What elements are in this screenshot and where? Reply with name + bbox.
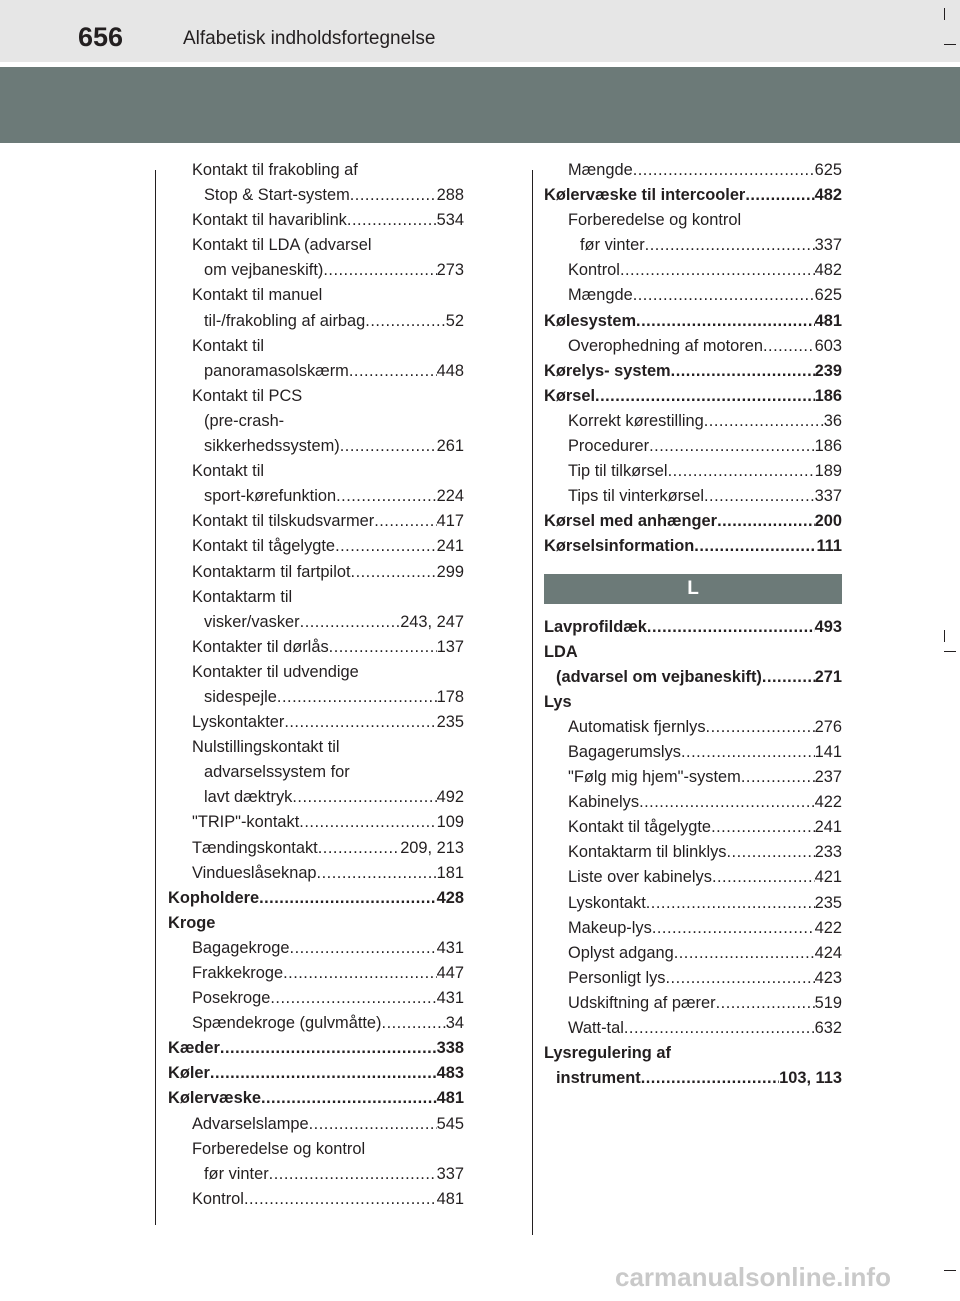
dot-leader [269, 1162, 437, 1187]
index-entry-text: Posekroge [192, 989, 271, 1008]
index-entry [168, 685, 464, 710]
index-entry-text: "TRIP"-kontakt [192, 813, 300, 832]
dot-leader [365, 309, 446, 334]
dot-leader [244, 1187, 437, 1212]
index-entry [544, 484, 842, 509]
index-entry [544, 840, 842, 865]
index-entry-page: 422 [814, 918, 842, 937]
index-entry-text: Kontakt til tilskudsvarmer [192, 512, 375, 531]
index-entry [168, 233, 464, 258]
index-entry-text: Lysregulering af [544, 1044, 671, 1063]
index-entry-text: Kontakt til [192, 336, 264, 355]
index-entry [168, 785, 464, 810]
dot-leader [727, 840, 815, 865]
dot-leader [284, 710, 436, 735]
index-entry-text: Kølervæske [168, 1089, 261, 1108]
index-entry-text: lavt dæktryk [204, 788, 293, 807]
dot-leader [674, 941, 815, 966]
dot-leader [336, 484, 437, 509]
index-entry-text: Nulstillingskontakt til [192, 738, 340, 757]
dot-leader [335, 534, 437, 559]
index-entry-page: 481 [436, 1189, 464, 1208]
index-entry [168, 861, 464, 886]
index-entry-page: 288 [436, 186, 464, 205]
index-entry-text: Automatisk fjernlys [568, 717, 706, 736]
dot-leader [633, 158, 815, 183]
index-entry-text: Lyskontakter [192, 713, 285, 732]
dot-leader [649, 434, 815, 459]
index-entry [168, 936, 464, 961]
dot-leader [210, 1061, 437, 1086]
index-entry [168, 610, 464, 635]
dot-leader [347, 208, 437, 233]
index-entry [168, 258, 464, 283]
index-entry-text: Kæder [168, 1039, 220, 1058]
index-entry-text: advarselssystem for [204, 763, 350, 782]
index-entry-page: 482 [814, 186, 842, 205]
crop-mark [944, 8, 945, 20]
dot-leader [671, 359, 815, 384]
index-entry-text: Kontaktarm til [192, 587, 293, 606]
index-entry [168, 283, 464, 308]
dot-leader [641, 1066, 779, 1091]
index-entry [168, 810, 464, 835]
index-entry-page: 337 [814, 487, 842, 506]
index-entry-page: 625 [814, 161, 842, 179]
index-entry [168, 735, 464, 760]
index-entry-text: (advarsel om vejbaneskift) [556, 667, 762, 686]
index-entry-text: (pre-crash- [204, 411, 285, 430]
index-entry-text: Udskiftning af pærer [568, 993, 716, 1012]
dot-leader [283, 961, 437, 986]
dot-leader [350, 183, 437, 208]
index-entry-page: 239 [814, 361, 842, 380]
index-entry [168, 1061, 464, 1086]
dot-leader [374, 509, 436, 534]
index-entry [168, 710, 464, 735]
index-entry-text: Kontrol [192, 1189, 244, 1208]
index-entry-text: Oplyst adgang [568, 943, 674, 962]
dot-leader [318, 836, 400, 861]
index-entry [544, 690, 842, 715]
index-entry [168, 359, 464, 384]
index-entry-page: 431 [436, 989, 464, 1008]
index-entry-page: 276 [814, 717, 842, 736]
index-entry [544, 966, 842, 991]
index-entry [544, 183, 842, 208]
index-entry-text: Overophedning af motoren [568, 336, 763, 355]
index-entry [168, 961, 464, 986]
index-entry [544, 891, 842, 916]
dot-leader [694, 534, 816, 559]
index-entry [168, 534, 464, 559]
index-entry [544, 334, 842, 359]
index-entry-page: 109 [436, 813, 464, 832]
index-entry-text: sport-kørefunktion [204, 487, 337, 506]
index-entry-page: 271 [814, 667, 842, 686]
index-entry [168, 836, 464, 861]
index-entry-page: 337 [814, 236, 842, 255]
index-entry-page: 243, 247 [400, 612, 464, 631]
dot-leader [717, 509, 815, 534]
index-entry [168, 760, 464, 785]
index-entry [544, 740, 842, 765]
index-entry-page: 233 [814, 843, 842, 862]
dot-leader [762, 665, 815, 690]
index-entry [544, 790, 842, 815]
index-entry-page: 241 [436, 537, 464, 556]
dot-leader [300, 610, 401, 635]
index-entry-text: Kontakt til PCS [192, 386, 303, 405]
index-entry [168, 585, 464, 610]
index-entry-text: Kontakter til udvendige [192, 662, 359, 681]
dot-leader [220, 1036, 437, 1061]
index-entry [168, 1162, 464, 1187]
index-entry-text: Makeup-lys [568, 918, 652, 937]
index-entry-page: 534 [436, 211, 464, 230]
index-entry-page: 261 [436, 437, 464, 456]
index-entry-page: 493 [814, 617, 842, 636]
dot-leader [620, 258, 815, 283]
index-entry [168, 334, 464, 359]
index-entry-page: 603 [814, 336, 842, 355]
index-entry-text: Mængde [568, 286, 633, 305]
index-entry-page: 235 [814, 893, 842, 912]
index-entry-page: 428 [436, 888, 464, 907]
dot-leader [711, 815, 815, 840]
index-entry-page: 337 [436, 1164, 464, 1183]
index-entry-page: 483 [436, 1064, 464, 1083]
index-entry-page: 447 [436, 964, 464, 982]
index-entry-page: 273 [436, 261, 464, 280]
index-entry [544, 916, 842, 941]
index-entry [544, 384, 842, 409]
index-entry [544, 1066, 842, 1091]
dot-leader [290, 936, 437, 961]
index-entry [544, 208, 842, 233]
dot-leader [323, 258, 436, 283]
index-entry-text: til-/frakobling af airbag [204, 311, 366, 330]
dot-leader [652, 916, 815, 941]
dot-leader [665, 966, 814, 991]
dot-leader [633, 283, 815, 308]
index-entry-page: 36 [823, 411, 842, 430]
index-entry-page: 241 [814, 818, 842, 837]
index-entry-text: Spændekroge (gulvmåtte) [192, 1014, 382, 1033]
dot-leader [712, 865, 815, 890]
index-entry-page: 178 [436, 687, 464, 706]
index-entry-text: Mængde [568, 161, 633, 179]
dot-leader [624, 1016, 815, 1041]
dot-leader [668, 459, 815, 484]
index-entry [168, 635, 464, 660]
index-entry-page: 519 [814, 993, 842, 1012]
index-entry [544, 991, 842, 1016]
index-entry-text: sikkerhedssystem) [204, 437, 340, 456]
index-entry [168, 459, 464, 484]
index-entry-page: 186 [814, 437, 842, 456]
index-entry [168, 309, 464, 334]
index-entry [544, 1041, 842, 1066]
index-right-column [544, 158, 842, 1091]
index-entry-text: Kørselsinformation [544, 537, 695, 556]
index-entry [168, 1036, 464, 1061]
index-entry [168, 1112, 464, 1137]
index-entry-text: før vinter [204, 1164, 269, 1183]
index-entry [168, 1011, 464, 1036]
index-left-column [168, 158, 464, 1212]
dot-leader [639, 790, 815, 815]
dot-leader [261, 1086, 437, 1111]
index-entry-text: LDA [544, 642, 578, 661]
index-entry-page: 481 [814, 311, 842, 330]
dot-leader [716, 991, 815, 1016]
dot-leader [704, 484, 815, 509]
index-entry-text: Kontakt til frakobling af [192, 161, 358, 179]
dot-leader [270, 986, 436, 1011]
index-entry [544, 258, 842, 283]
index-entry-page: 431 [436, 938, 464, 957]
crop-mark [944, 1270, 956, 1271]
index-entry-text: Kølervæske til intercooler [544, 186, 746, 205]
dot-leader [349, 359, 437, 384]
index-entry-page: 421 [814, 868, 842, 887]
dot-leader [706, 715, 815, 740]
dot-leader [681, 740, 815, 765]
index-entry-page: 299 [436, 562, 464, 581]
index-entry-page: 181 [436, 863, 464, 882]
index-entry-text: Kontakt til LDA (advarsel [192, 236, 372, 255]
dot-leader [382, 1011, 446, 1036]
index-entry [544, 158, 842, 183]
index-entry-text: Tip til tilkørsel [568, 462, 668, 481]
section-letter-l: L [544, 574, 842, 604]
index-entry-text: Kontakt til tågelygte [192, 537, 336, 556]
crop-mark [944, 651, 956, 652]
index-entry-text: Tips til vinterkørsel [568, 487, 704, 506]
index-entry-text: Kølesystem [544, 311, 637, 330]
index-entry-page: 34 [445, 1014, 464, 1033]
index-entry-text: "Følg mig hjem"-system [568, 768, 741, 787]
index-entry-page: 423 [814, 968, 842, 987]
index-entry-page: 224 [436, 487, 464, 506]
index-entry-page: 52 [445, 311, 464, 330]
index-entry-text: Køler [168, 1064, 210, 1083]
index-entry-page: 137 [436, 637, 464, 656]
index-entry-text: Frakkekroge [192, 964, 284, 982]
index-entry-page: 482 [814, 261, 842, 280]
index-entry-page: 186 [814, 386, 842, 405]
index-entry [544, 765, 842, 790]
index-entry [168, 158, 464, 183]
index-entry-text: Vindueslåseknap [192, 863, 317, 882]
index-entry [544, 640, 842, 665]
index-entry-text: Kontakt til [192, 462, 264, 481]
dot-leader [595, 384, 815, 409]
index-entry-page: 417 [436, 512, 464, 531]
index-entry [544, 615, 842, 640]
index-entry-page: 338 [436, 1039, 464, 1058]
index-entry [544, 941, 842, 966]
index-entry-text: Advarselslampe [192, 1114, 309, 1133]
index-entry-text: Kontakter til dørlås [192, 637, 329, 656]
index-entry [544, 715, 842, 740]
index-entry [168, 560, 464, 585]
index-entry [544, 865, 842, 890]
index-entry-text: Bagagerumslys [568, 742, 681, 761]
index-entry-page: 141 [814, 742, 842, 761]
index-entry-text: sidespejle [204, 687, 277, 706]
index-entry-text: Kontaktarm til blinklys [568, 843, 727, 862]
index-entry-page: 237 [814, 768, 842, 787]
index-entry-text: Bagagekroge [192, 938, 290, 957]
index-entry [168, 1137, 464, 1162]
index-entry-page: 200 [814, 512, 842, 531]
index-entry-text: instrument [556, 1069, 641, 1088]
index-entry-page: 422 [814, 793, 842, 812]
index-entry-page: 545 [436, 1114, 464, 1133]
dot-leader [645, 233, 815, 258]
index-entry-text: Kontakt til tågelygte [568, 818, 712, 837]
index-entry [168, 208, 464, 233]
index-entry-text: Lys [544, 692, 572, 711]
index-entry [544, 309, 842, 334]
index-entry [544, 409, 842, 434]
dot-leader [636, 309, 815, 334]
left-column-rule [155, 170, 156, 1225]
index-entry-text: Personligt lys [568, 968, 666, 987]
index-entry [168, 434, 464, 459]
index-entry-page: 448 [436, 361, 464, 380]
index-entry [544, 434, 842, 459]
page-title: Alfabetisk indholdsfortegnelse [183, 28, 436, 49]
index-entry-text: Kørsel [544, 386, 596, 405]
index-entry-text: Kontakt til havariblink [192, 211, 347, 230]
index-entry [168, 509, 464, 534]
index-entry [168, 484, 464, 509]
index-entry-page: 632 [814, 1019, 842, 1037]
index-entry-text: Liste over kabinelys [568, 868, 712, 887]
index-entry [544, 283, 842, 308]
index-entry [544, 509, 842, 534]
dot-leader [329, 635, 437, 660]
index-entry-text: Kroge [168, 913, 216, 932]
index-entry-text: før vinter [580, 236, 645, 255]
index-entry-text: Kopholdere [168, 888, 260, 907]
index-entry [544, 1016, 842, 1041]
dot-leader [299, 810, 436, 835]
index-entry-text: Kørsel med anhænger [544, 512, 718, 531]
index-entry-text: Lavprofildæk [544, 617, 647, 636]
index-entry-text: Lyskontakt [568, 893, 646, 912]
index-entry-page: 189 [814, 462, 842, 481]
index-entry-text: visker/vasker [204, 612, 300, 631]
index-entry-text: Watt-tal [568, 1019, 624, 1037]
dot-leader [277, 685, 437, 710]
index-entry-page: 492 [436, 788, 464, 807]
index-entry [544, 359, 842, 384]
dot-leader [317, 861, 437, 886]
index-entry-text: Forberedelse og kontrol [192, 1139, 366, 1158]
dot-leader [292, 785, 436, 810]
index-entry-page: 111 [816, 537, 842, 556]
right-column-rule [532, 170, 533, 1235]
index-entry-page: 103, 113 [779, 1069, 842, 1088]
dot-leader [340, 434, 437, 459]
watermark: carmanualsonline.info [615, 1262, 891, 1292]
index-entry-text: Kørelys- system [544, 361, 671, 380]
index-entry-text: om vejbaneskift) [204, 261, 324, 280]
index-entry-text: Kontakt til manuel [192, 286, 323, 305]
index-entry [168, 911, 464, 936]
index-entry-text: Stop & Start-system [204, 186, 350, 205]
dot-leader [763, 334, 815, 359]
index-entry-page: 625 [814, 286, 842, 305]
crop-mark [944, 44, 956, 45]
index-entry-text: Korrekt kørestilling [568, 411, 704, 430]
index-entry-text: Kabinelys [568, 793, 640, 812]
page-number: 656 [78, 22, 124, 52]
index-entry-page: 209, 213 [400, 838, 464, 857]
index-entry [168, 660, 464, 685]
dot-leader [259, 886, 437, 911]
dot-leader [309, 1112, 437, 1137]
dot-leader [351, 560, 437, 585]
index-entry [544, 534, 842, 559]
header-band [0, 67, 960, 143]
index-entry-text: Forberedelse og kontrol [568, 211, 742, 230]
dot-leader [647, 615, 815, 640]
index-entry [168, 1086, 464, 1111]
index-entry [168, 886, 464, 911]
index-entry-page: 235 [436, 713, 464, 732]
dot-leader [741, 765, 815, 790]
dot-leader [646, 891, 815, 916]
index-entry [168, 986, 464, 1011]
dot-leader [704, 409, 824, 434]
index-entry-page: 424 [814, 943, 842, 962]
index-entry [544, 665, 842, 690]
index-entry-text: panoramasolskærm [204, 361, 349, 380]
index-entry [168, 1187, 464, 1212]
index-entry-text: Kontaktarm til fartpilot [192, 562, 351, 581]
index-entry-page: 481 [436, 1089, 464, 1108]
dot-leader [745, 183, 814, 208]
index-entry [544, 233, 842, 258]
index-entry [168, 409, 464, 434]
index-entry-text: Procedurer [568, 437, 650, 456]
index-entry [168, 183, 464, 208]
index-entry-text: Kontrol [568, 261, 620, 280]
index-entry [544, 459, 842, 484]
crop-mark [944, 630, 945, 642]
header-bar [0, 0, 960, 62]
index-entry [544, 815, 842, 840]
index-entry [168, 384, 464, 409]
index-entry-text: Tændingskontakt [192, 838, 318, 857]
